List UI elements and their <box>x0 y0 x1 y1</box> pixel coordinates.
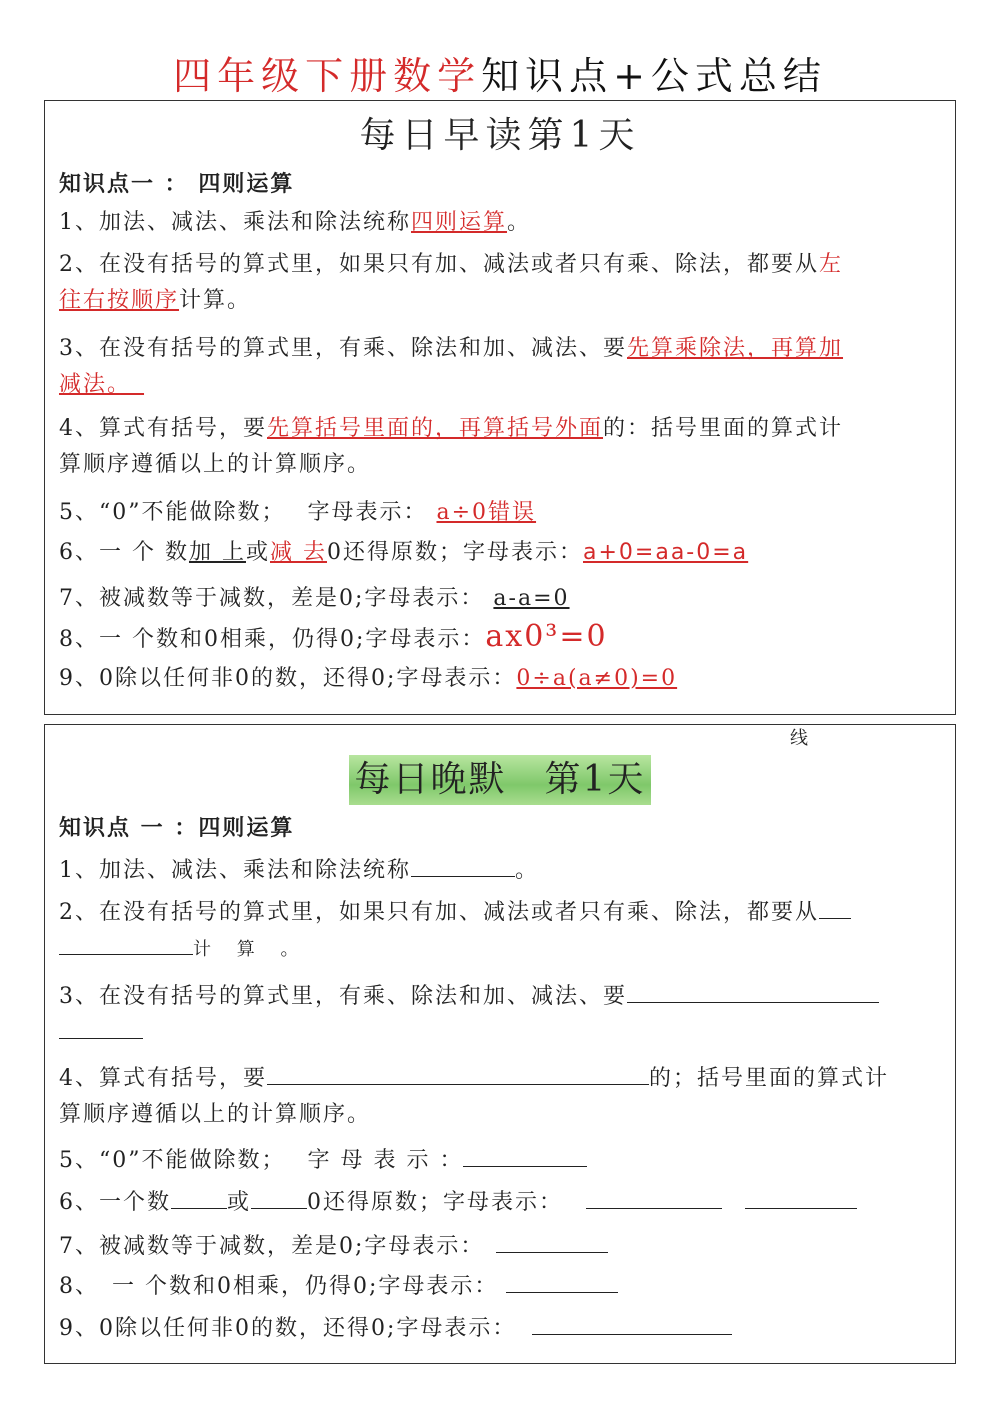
item-formula: ax0³=0 <box>485 619 608 654</box>
evening-section-title: 知识点 一 ：四则运算 <box>59 816 295 841</box>
item-answer: 左 <box>819 252 844 277</box>
answer-blank[interactable] <box>745 1186 857 1209</box>
morning-item-6 <box>59 535 941 571</box>
item-text: 5、“0”不能做除数； 字母表示： <box>59 500 428 525</box>
morning-item-8 <box>59 619 941 658</box>
morning-item-4 <box>59 411 941 483</box>
item-answer: 先算乘除法，再算加 <box>627 336 844 361</box>
item-text: 5、“0”不能做除数； 字 母 表 示 ： <box>59 1148 464 1173</box>
item-answer: 减法。 <box>59 372 121 397</box>
item-text: 或 <box>227 1190 252 1215</box>
morning-section-title: 知识点一 ： 四则运算 <box>59 172 295 197</box>
evening-item-4 <box>59 1061 941 1133</box>
evening-item-7 <box>59 1229 941 1265</box>
answer-blank[interactable] <box>411 854 515 877</box>
item-answer: 往右按顺序 <box>59 288 180 313</box>
evening-item-2 <box>59 895 941 968</box>
morning-item-3 <box>59 331 941 403</box>
item-text: 7、被减数等于减数，差是0;字母表示： <box>59 1234 485 1259</box>
item-text: 4、算式有括号，要 <box>59 1066 267 1091</box>
answer-blank[interactable] <box>819 896 851 919</box>
item-text: 算顺序遵循以上的计算顺序。 <box>59 452 372 477</box>
item-answer: 先算括号里面的，再算括号外面 <box>267 416 604 441</box>
item-text: 9、0除以任何非0的数，还得0;字母表示： <box>59 1316 517 1341</box>
morning-reading-box <box>44 100 956 715</box>
item-text: 9、0除以任何非0的数，还得0;字母表示： <box>59 666 517 691</box>
evening-heading-highlight: 每日晚默 第1天 <box>349 755 652 805</box>
item-text: 计 算 。 <box>193 939 309 960</box>
item-text: 的：括号里面的算式计 <box>603 416 844 441</box>
answer-blank[interactable] <box>496 1230 608 1253</box>
page-title <box>0 50 1000 102</box>
morning-heading: 每日早读第1天 <box>359 115 641 156</box>
evening-item-6 <box>59 1185 941 1221</box>
item-text: 算顺序遵循以上的计算顺序。 <box>59 1102 372 1127</box>
item-text: 或 <box>245 540 270 565</box>
answer-blank[interactable] <box>506 1270 618 1293</box>
answer-blank[interactable] <box>267 1062 649 1085</box>
morning-item-7 <box>59 581 941 617</box>
item-text: 2、在没有括号的算式里，如果只有加、减法或者只有乘、除法，都要从 <box>59 252 819 277</box>
item-text: 1、加法、减法、乘法和除法统称 <box>59 858 411 883</box>
answer-blank[interactable] <box>463 1144 587 1167</box>
item-text: 3、在没有括号的算式里，有乘、除法和加、减法、要 <box>59 984 627 1009</box>
answer-blank[interactable] <box>532 1312 732 1335</box>
morning-item-1 <box>59 205 941 241</box>
item-text: 0还得原数；字母表示： <box>327 540 583 565</box>
answer-blank[interactable] <box>627 980 879 1003</box>
answer-blank[interactable] <box>59 932 193 955</box>
item-text: 6、一 个 数 <box>59 540 189 565</box>
item-formula: a-a=0 <box>493 586 570 611</box>
item-text: 的；括号里面的算式计 <box>649 1066 890 1091</box>
item-text: 6、一个数 <box>59 1190 171 1215</box>
side-mark: 线 <box>790 728 808 749</box>
evening-item-9 <box>59 1311 941 1347</box>
answer-blank[interactable] <box>251 1186 307 1209</box>
item-text: 7、被减数等于减数，差是0;字母表示： <box>59 586 485 611</box>
morning-item-5 <box>59 495 941 531</box>
item-formula: 0÷a(a≠0)=0 <box>516 666 678 691</box>
item-answer: 四则运算 <box>411 210 508 235</box>
item-answer: a÷0错误 <box>436 500 537 525</box>
item-text: 0还得原数；字母表示： <box>307 1190 564 1215</box>
item-text: 。 <box>515 858 540 883</box>
morning-item-2 <box>59 247 941 319</box>
item-text: 。 <box>507 210 532 235</box>
item-text: 8、 一 个数和0相乘，仍得0;字母表示： <box>59 1274 499 1299</box>
answer-blank[interactable] <box>586 1186 722 1209</box>
item-answer: 减 去 <box>270 540 327 565</box>
evening-item-5 <box>59 1143 941 1179</box>
evening-dictation-box <box>44 724 956 1364</box>
item-text: 4、算式有括号，要 <box>59 416 267 441</box>
evening-item-3 <box>59 979 941 1051</box>
item-formula: a+0=aa-0=a <box>583 540 749 565</box>
item-text: 计算。 <box>179 288 252 313</box>
answer-blank[interactable] <box>59 1016 143 1039</box>
item-text: 8、一 个数和0相乘，仍得0;字母表示： <box>59 627 486 652</box>
evening-heading <box>45 755 955 805</box>
evening-item-1 <box>59 853 941 889</box>
answer-blank[interactable] <box>171 1186 227 1209</box>
evening-item-8 <box>59 1269 941 1305</box>
title-black-part: 知识点+公式总结 <box>481 54 827 98</box>
item-answer: 加 上 <box>188 540 246 565</box>
item-text: 1、加法、减法、乘法和除法统称 <box>59 210 411 235</box>
title-red-part: 四年级下册数学 <box>173 54 482 98</box>
morning-item-9 <box>59 661 941 697</box>
item-text: 2、在没有括号的算式里，如果只有加、减法或者只有乘、除法，都要从 <box>59 900 819 925</box>
item-text: 3、在没有括号的算式里，有乘、除法和加、减法、要 <box>59 336 627 361</box>
